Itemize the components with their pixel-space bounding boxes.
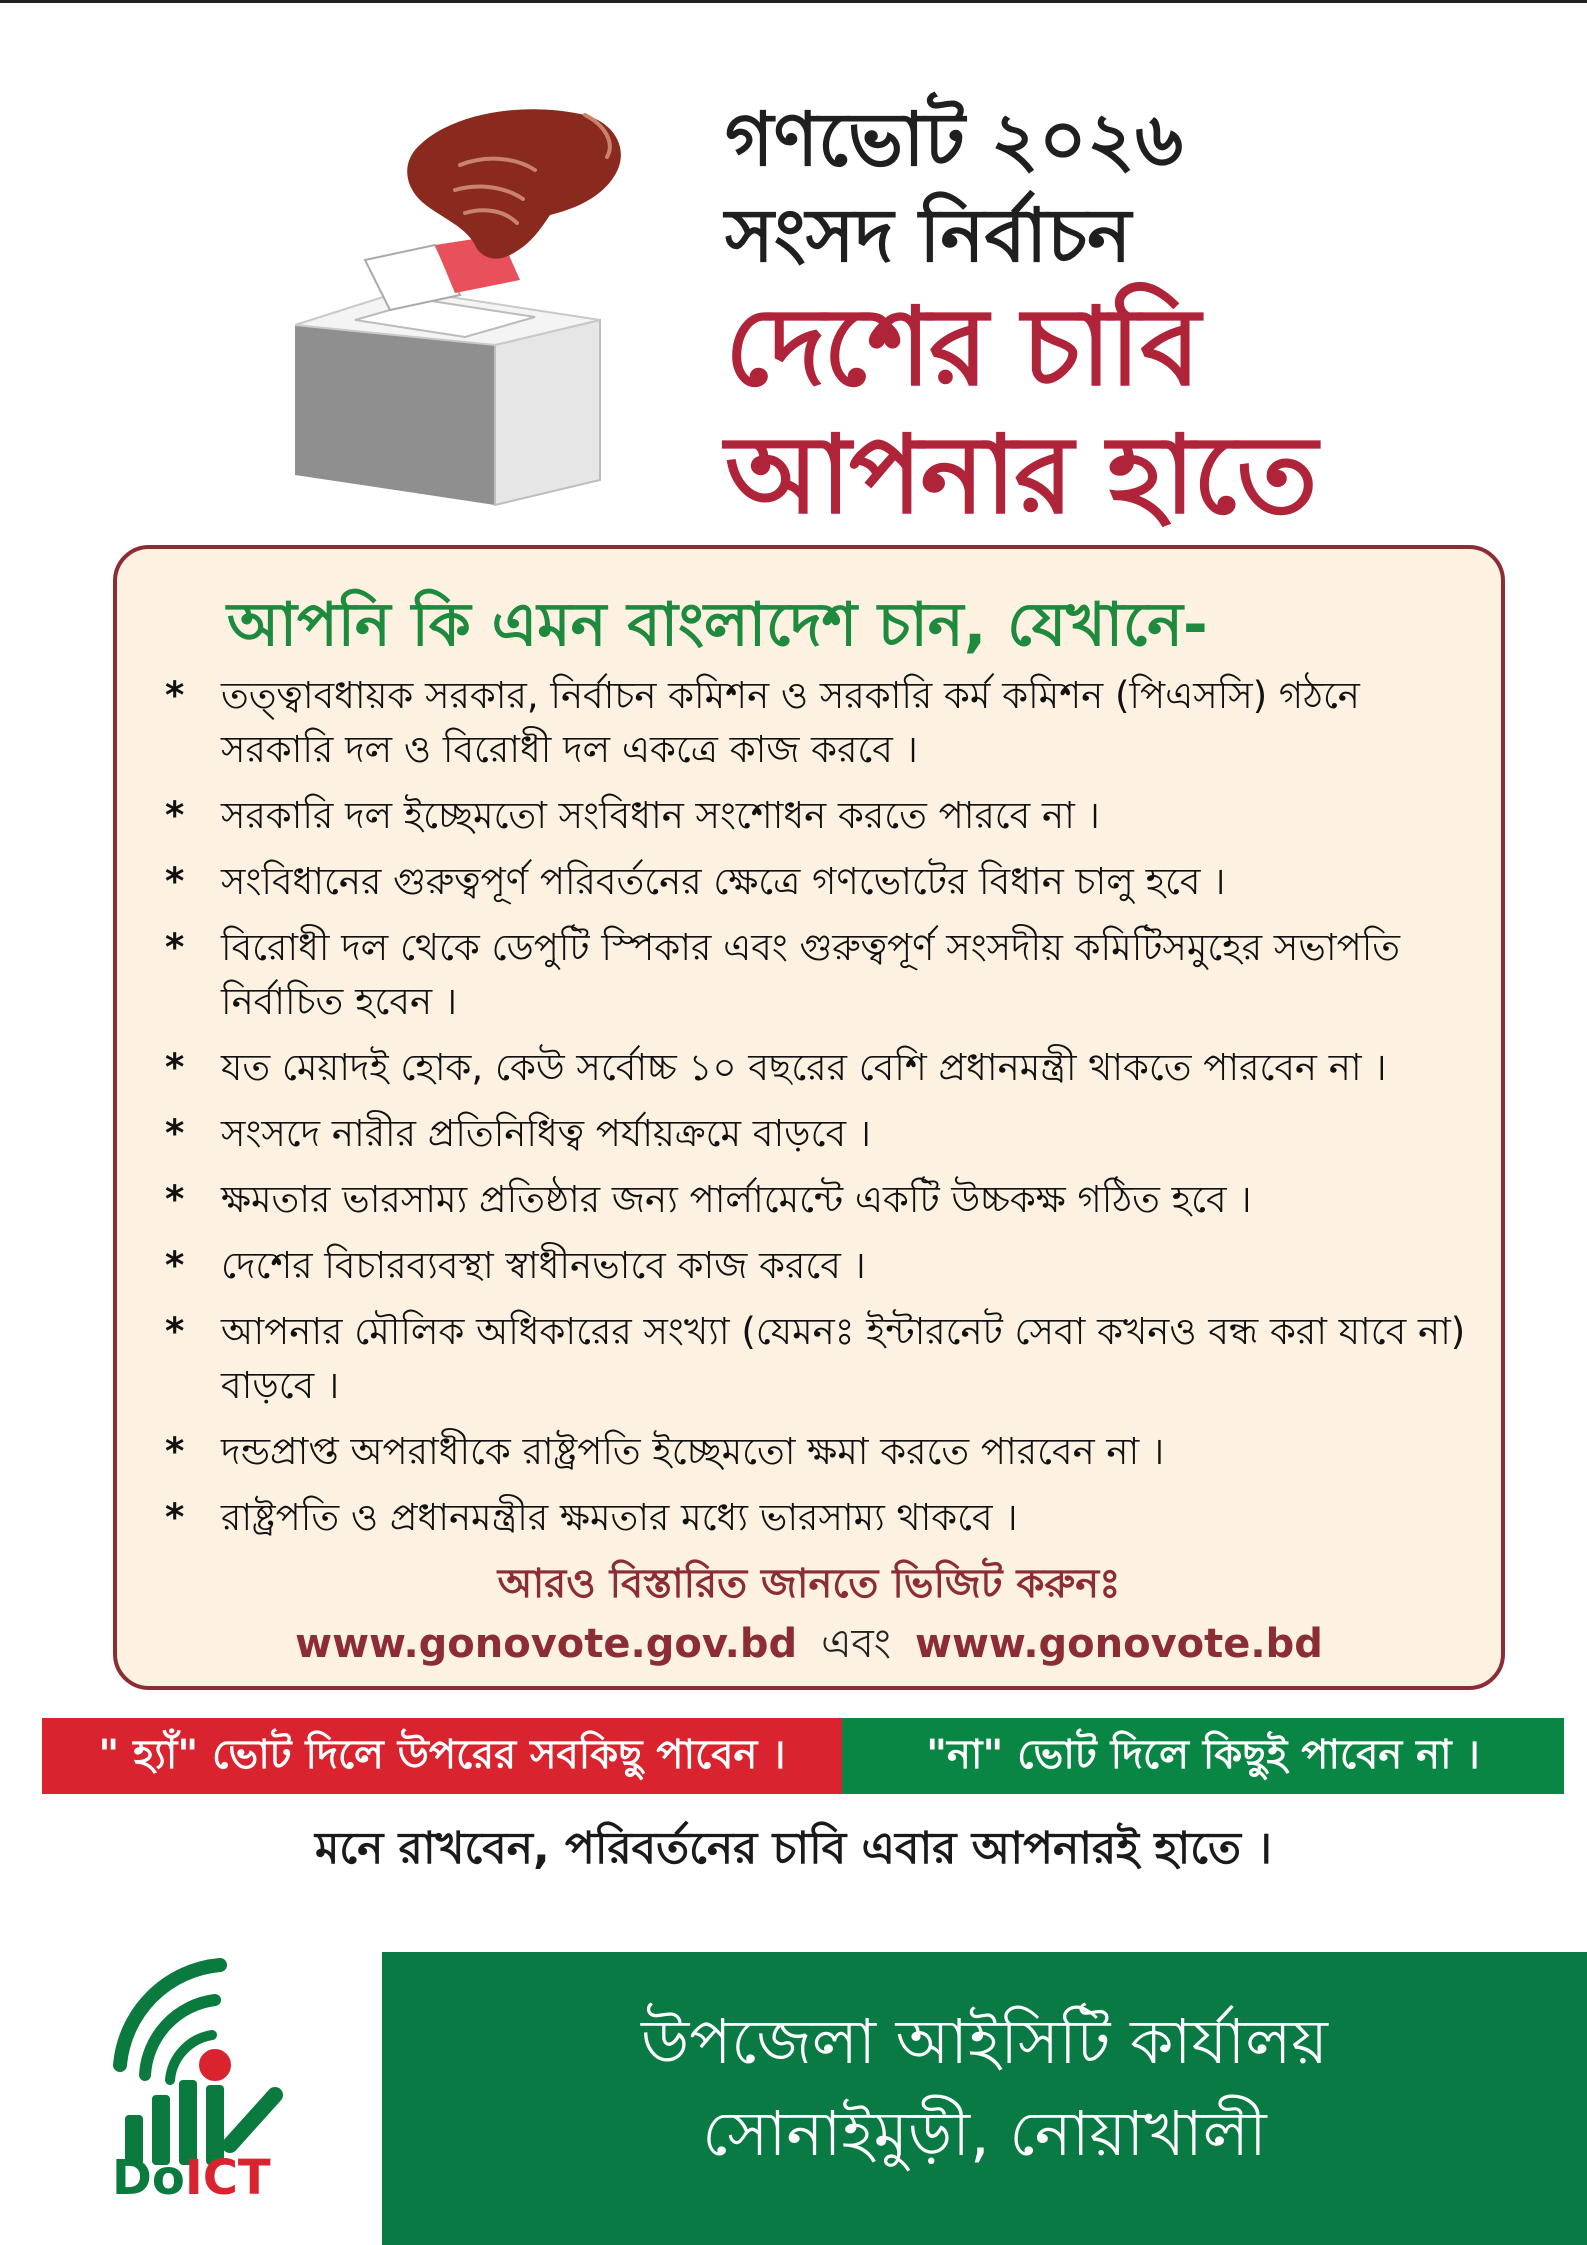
list-item-text: দেশের বিচারব্যবস্থা স্বাধীনভাবে কাজ করবে । (221, 1244, 866, 1287)
title-line-2: সংসদ নির্বাচন (725, 193, 1132, 279)
links-row (117, 1612, 1501, 1679)
office-location: সোনাইমুড়ী, নোয়াখালী (702, 2097, 1267, 2170)
logo-ict: ICT (184, 2150, 271, 2206)
website-link-2[interactable]: www.gonovote.bd (915, 1621, 1323, 1667)
bullet-star: * (165, 1112, 185, 1155)
info-box (113, 545, 1505, 1690)
list-item (165, 1491, 1475, 1545)
bullet-star: * (165, 1046, 185, 1089)
slogan-line-1: দেশের চাবি (725, 285, 1199, 410)
office-name: উপজেলা আইসিটি কার্যালয় (641, 2005, 1328, 2078)
bullet-star: * (165, 674, 185, 717)
bullet-star: * (165, 1496, 185, 1539)
list-item (165, 1305, 1475, 1413)
bullet-star: * (165, 926, 185, 969)
more-info-text: আরও বিস্তারিত জানতে ভিজিট করুনঃ (497, 1561, 1121, 1607)
bullet-star: * (165, 794, 185, 837)
question-heading: আপনি কি এমন বাংলাদেশ চান, যেখানে- (227, 590, 1208, 660)
promise-list (165, 669, 1475, 1557)
title-line-1: গণভোট ২০২৬ (725, 97, 1184, 183)
slogan-line-2: আপনার হাতে (725, 413, 1316, 538)
list-item (165, 855, 1475, 909)
bullet-star: * (165, 1244, 185, 1287)
no-vote-banner: "না" ভোট দিলে কিছুই পাবেন না । (842, 1718, 1564, 1794)
list-item (165, 1239, 1475, 1293)
list-item (165, 1425, 1475, 1479)
bullet-star: * (165, 1310, 185, 1353)
link-conjunction: এবং (821, 1621, 892, 1667)
list-item-text: দন্ডপ্রাপ্ত অপরাধীকে রাষ্ট্রপতি ইচ্ছেমতো ক্ষমা করতে পারবেন না । (221, 1430, 1165, 1473)
list-item (165, 921, 1475, 1029)
list-item (165, 669, 1475, 777)
list-item (165, 1107, 1475, 1161)
title-block (725, 92, 1316, 540)
list-item-text: বিরোধী দল থেকে ডেপুটি স্পিকার এবং গুরুত্বপূর্ণ সংসদীয় কমিটিসমুহের সভাপতি নির্বাচিত হবেন । (221, 926, 1401, 1023)
top-border-line (0, 0, 1587, 3)
list-item (165, 1041, 1475, 1095)
list-item-text: যত মেয়াদই হোক, কেউ সর্বোচ্চ ১০ বছরের বেশি প্রধানমন্ত্রী থাকতে পারবেন না । (221, 1046, 1387, 1089)
list-item-text: রাষ্ট্রপতি ও প্রধানমন্ত্রীর ক্ষমতার মধ্যে ভারসাম্য থাকবে । (221, 1496, 1018, 1539)
ballot-box-illustration (285, 95, 645, 515)
list-item-text: তত্ত্বাবধায়ক সরকার, নির্বাচন কমিশন ও সরকারি কর্ম কমিশন (পিএসসি) গঠনে সরকারি দল ও বিরোধী দল একত্রে কাজ করবে । (221, 674, 1360, 771)
list-item-text: সংসদে নারীর প্রতিনিধিত্ব পর্যায়ক্রমে বাড়বে । (221, 1112, 872, 1155)
bullet-star: * (165, 1430, 185, 1473)
list-item-text: সংবিধানের গুরুত্বপূর্ণ পরিবর্তনের ক্ষেত্রে গণভোটের বিধান চালু হবে । (221, 860, 1226, 903)
bullet-star: * (165, 860, 185, 903)
reminder-text: মনে রাখবেন, পরিবর্তনের চাবি এবার আপনারই হাতে । (314, 1823, 1273, 1874)
list-item-text: ক্ষমতার ভারসাম্য প্রতিষ্ঠার জন্য পার্লামেন্টে একটি উচ্চকক্ষ গঠিত হবে । (221, 1178, 1252, 1221)
list-item (165, 1173, 1475, 1227)
logo-do: Do (112, 2150, 185, 2206)
doict-logo-text (112, 2150, 271, 2206)
website-link-1[interactable]: www.gonovote.gov.bd (295, 1621, 798, 1667)
list-item-text: আপনার মৌলিক অধিকারের সংখ্যা (যেমনঃ ইন্টারনেট সেবা কখনও বন্ধ করা যাবে না) বাড়বে । (221, 1310, 1466, 1407)
yes-vote-banner: " হ্যাঁ" ভোট দিলে উপরের সবকিছু পাবেন । (42, 1718, 842, 1794)
list-item (165, 789, 1475, 843)
office-panel (382, 1952, 1587, 2245)
list-item-text: সরকারি দল ইচ্ছেমতো সংবিধান সংশোধন করতে পারবে না । (221, 794, 1100, 837)
bullet-star: * (165, 1178, 185, 1221)
